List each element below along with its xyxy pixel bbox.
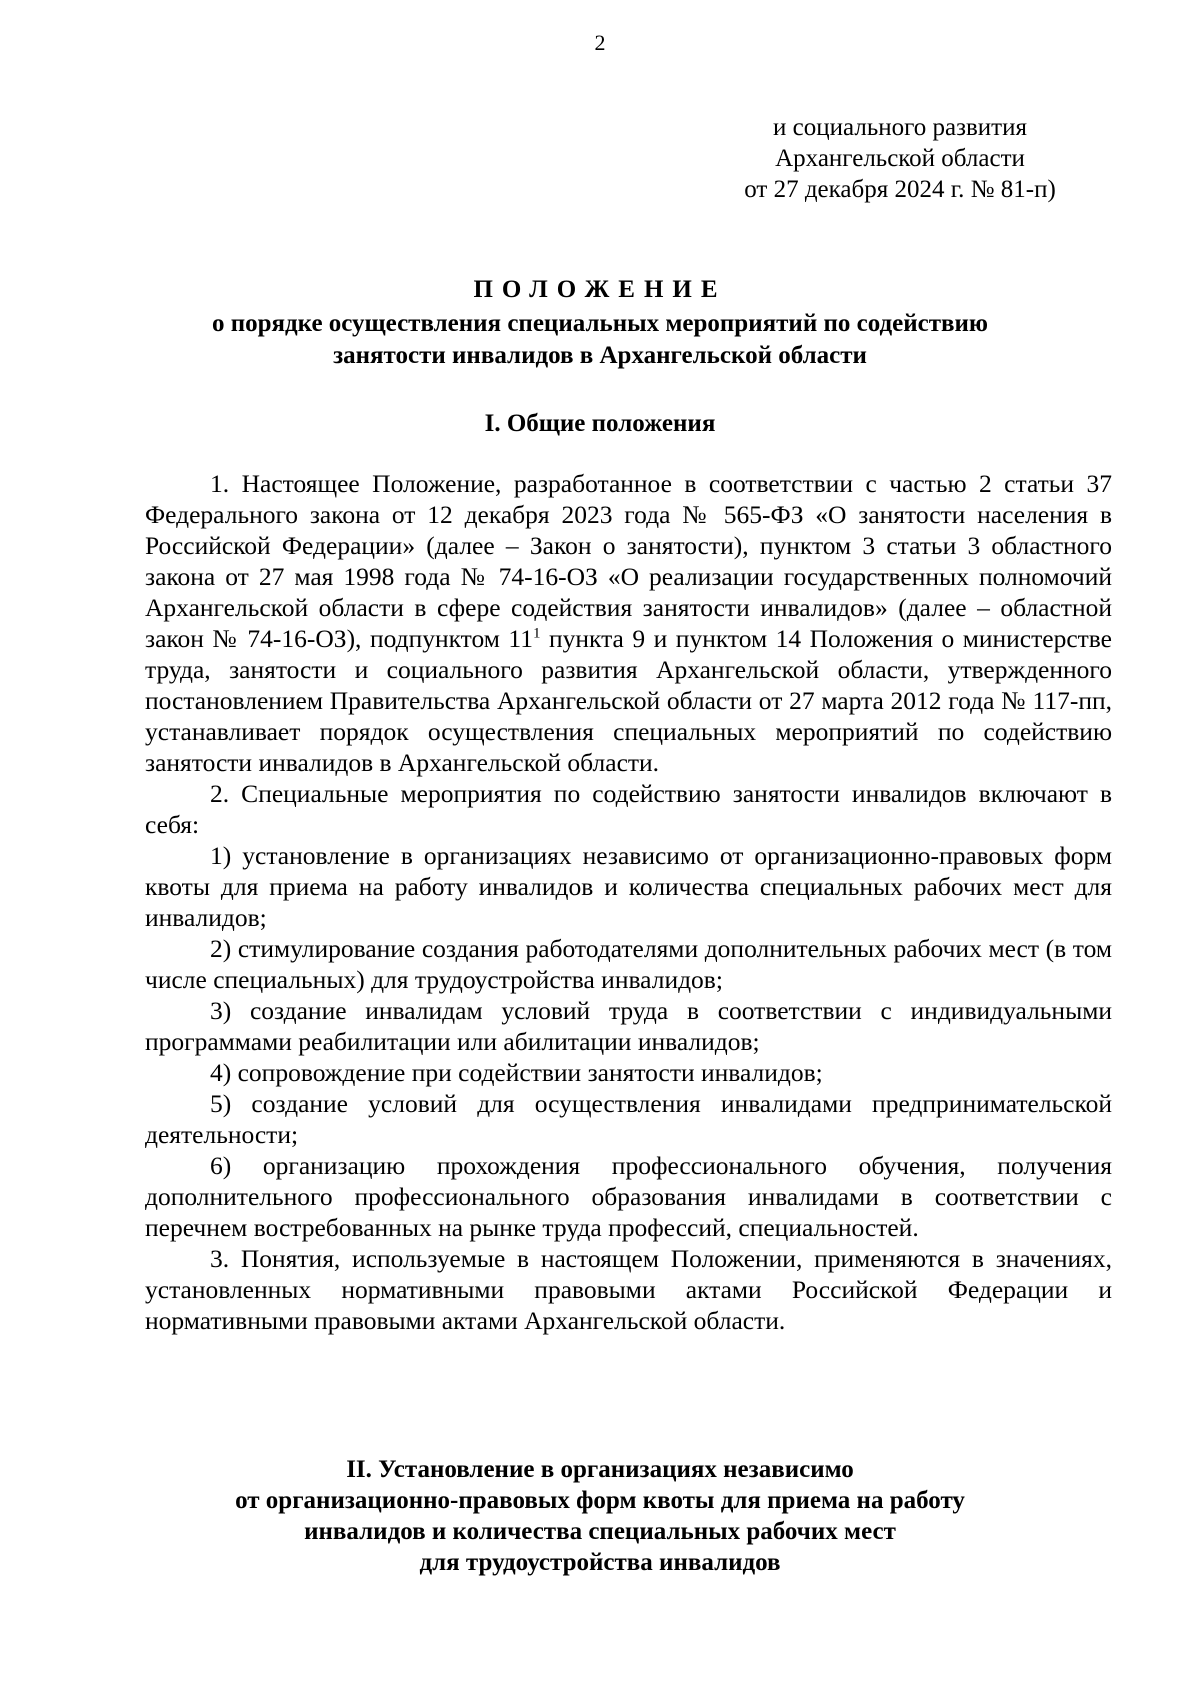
- list-item: 2) стимулирование создания работодателями дополнительных рабочих мест (в том числе специальных) для трудоустройства инвалидов;: [145, 934, 1112, 994]
- section-1-body: [145, 468, 1112, 1336]
- section-heading-line: I. Общие положения: [484, 410, 716, 437]
- header-line: и социального развития: [773, 114, 1027, 141]
- subtitle-line: о порядке осуществления специальных мероприятий по содействию: [211, 310, 989, 337]
- page-number: 2: [594, 30, 606, 55]
- document-title: ПОЛОЖЕНИЕ: [473, 276, 727, 303]
- list-item: 4) сопровождение при содействии занятости инвалидов;: [210, 1058, 823, 1087]
- list-item: 5) создание условий для осуществления инвалидами предпринимательской деятельности;: [145, 1089, 1112, 1149]
- section-1-heading: [0, 408, 1200, 439]
- document-subtitle: [0, 308, 1200, 372]
- superscript: 1: [532, 625, 541, 642]
- list-item: 6) организацию прохождения профессионального обучения, получения дополнительного профессионального образования инвалидами в соответствии с перечнем востребованных на рынке труда профессий, специальностей.: [145, 1151, 1112, 1242]
- header-line: Архангельской области: [775, 145, 1025, 172]
- section-2-heading: [0, 1454, 1200, 1578]
- section-heading-line: II. Установление в организациях независимо: [346, 1456, 854, 1483]
- subtitle-line: занятости инвалидов в Архангельской области: [333, 342, 867, 369]
- section-heading-line: от организационно-правовых форм квоты для приема на работу: [235, 1487, 965, 1514]
- header-line: от 27 декабря 2024 г. № 81-п): [744, 176, 1056, 203]
- section-heading-line: инвалидов и количества специальных рабочих мест: [304, 1518, 896, 1545]
- section-heading-line: для трудоустройства инвалидов: [419, 1549, 781, 1576]
- approval-header: [690, 112, 1110, 205]
- paragraph-1-text-b: пункта 9 и пунктом 14 Положения о министерстве труда, занятости и социального развития Архангельской области, утвержденного постановлением Правительства Архангельской области от 27 марта 2012 года № 117-пп, устанавливает порядок осуществления специальных мероприятий по содействию занятости инвалидов в Архангельской области.: [145, 624, 1113, 777]
- paragraph-1-text-a: 1. Настоящее Положение, разработанное в соответствии с частью 2 статьи 37 Федерального закона от 12 декабря 2023 года № 565-ФЗ «О занятости населения в Российской Федерации» (далее – Закон о занятости), пунктом 3 статьи 3 областного закона от 27 мая 1998 года № 74-16-ОЗ «О реализации государственных полномочий Архангельской области в сфере содействия занятости инвалидов» (далее – областной закон № 74-16-ОЗ), подпунктом 11: [145, 469, 1112, 653]
- list-item: 3) создание инвалидам условий труда в соответствии с индивидуальными программами реабилитации или абилитации инвалидов;: [145, 996, 1112, 1056]
- paragraph-2: 2. Специальные мероприятия по содействию занятости инвалидов включают в себя:: [145, 779, 1112, 839]
- paragraph-1: [145, 468, 1112, 778]
- paragraph-3: 3. Понятия, используемые в настоящем Положении, применяются в значениях, установленных нормативными правовыми актами Российской Федерации и нормативными правовыми актами Архангельской области.: [145, 1244, 1112, 1335]
- list-item: 1) установление в организациях независимо от организационно-правовых форм квоты для приема на работу инвалидов и количества специальных рабочих мест для инвалидов;: [145, 841, 1112, 932]
